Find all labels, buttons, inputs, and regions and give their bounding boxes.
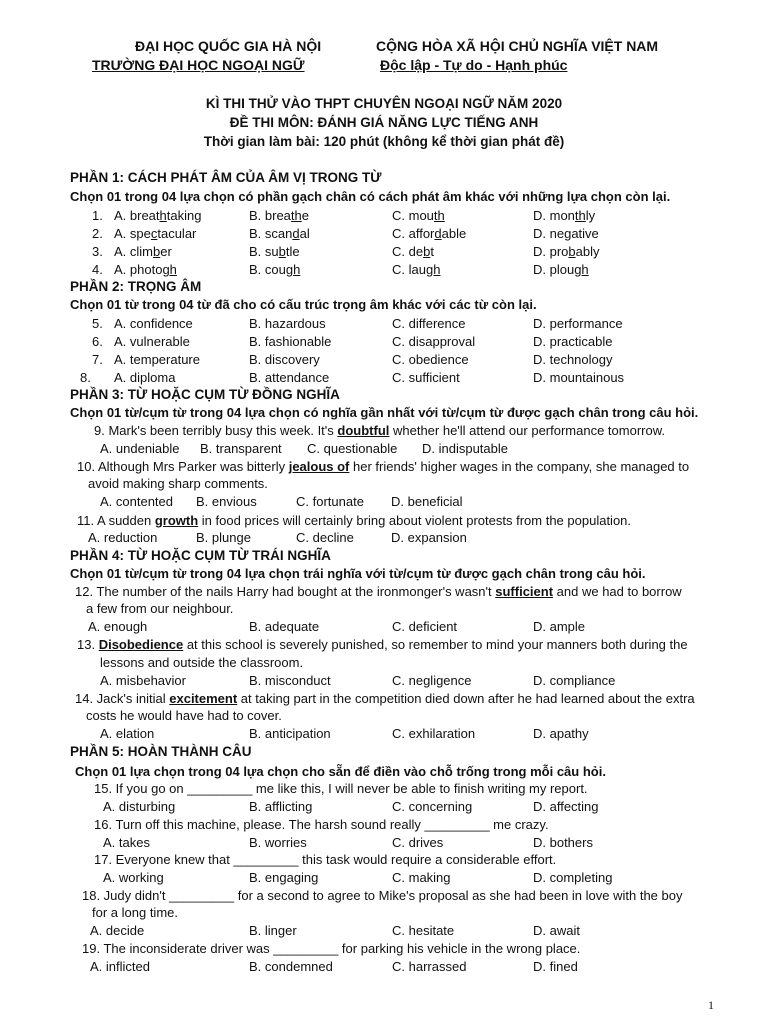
section-3-title: PHẦN 3: TỪ HOẶC CỤM TỪ ĐỒNG NGHĨA xyxy=(70,387,340,402)
option-b[interactable]: B. attendance xyxy=(249,370,330,385)
option-d[interactable]: D. mountainous xyxy=(533,370,625,385)
option-a[interactable]: A. spectacular xyxy=(114,226,197,241)
option-a[interactable]: A. decide xyxy=(90,923,145,938)
option-c[interactable]: C. drives xyxy=(392,835,444,850)
section-2-title: PHẦN 2: TRỌNG ÂM xyxy=(70,279,202,294)
section-1-title: PHẦN 1: CÁCH PHÁT ÂM CỦA ÂM VỊ TRONG TỪ xyxy=(70,170,382,185)
question-number: 1. xyxy=(92,208,103,223)
option-c[interactable]: C. decline xyxy=(296,530,354,545)
option-a[interactable]: A. disturbing xyxy=(103,799,176,814)
question-11-stem: 11. A sudden growth in food prices will certainly bring about violent protests from the population. xyxy=(77,513,632,528)
option-a[interactable]: A. vulnerable xyxy=(114,334,190,349)
option-c[interactable]: C. disapproval xyxy=(392,334,476,349)
option-a[interactable]: A. climber xyxy=(114,244,172,259)
option-b[interactable]: B. anticipation xyxy=(249,726,331,741)
option-b[interactable]: B. breathe xyxy=(249,208,309,223)
question-17-stem: 17. Everyone knew that _________ this task would require a considerable effort. xyxy=(94,852,557,867)
section-5-instruction: Chọn 01 lựa chọn trong 04 lựa chọn cho sẵn để điền vào chỗ trống trong mỗi câu hỏi. xyxy=(75,764,606,779)
option-c[interactable]: C. negligence xyxy=(392,673,472,688)
option-d[interactable]: D. ample xyxy=(533,619,586,634)
question-14-stem: 14. Jack's initial excitement at taking part in the competition died down after he had learned about the extra xyxy=(75,691,695,706)
question-13-stem-cont: lessons and outside the classroom. xyxy=(100,655,304,670)
option-a[interactable]: A. photogh xyxy=(114,262,177,277)
exam-subject: ĐỀ THI MÔN: ĐÁNH GIÁ NĂNG LỰC TIẾNG ANH xyxy=(229,115,539,130)
option-a[interactable]: A. breathtaking xyxy=(114,208,202,223)
option-b[interactable]: B. linger xyxy=(249,923,297,938)
option-d[interactable]: D. completing xyxy=(533,870,613,885)
question-12-stem: 12. The number of the nails Harry had bought at the ironmonger's wasn't sufficient and we had to borrow xyxy=(75,584,682,599)
question-number: 5. xyxy=(92,316,103,331)
question-number: 7. xyxy=(92,352,103,367)
option-c[interactable]: C. exhilaration xyxy=(392,726,476,741)
option-c[interactable]: C. difference xyxy=(392,316,466,331)
question-number: 3. xyxy=(92,244,103,259)
option-b[interactable]: B. envious xyxy=(196,494,257,509)
option-c[interactable]: C. mouth xyxy=(392,208,445,223)
option-a[interactable]: A. reduction xyxy=(88,530,158,545)
option-d[interactable]: D. bothers xyxy=(533,835,593,850)
option-a[interactable]: A. misbehavior xyxy=(100,673,186,688)
faculty-name: TRƯỜNG ĐẠI HỌC NGOẠI NGỮ xyxy=(92,57,305,73)
question-18-stem-cont: for a long time. xyxy=(92,905,178,920)
question-16-stem: 16. Turn off this machine, please. The harsh sound really _________ me crazy. xyxy=(94,817,549,832)
option-b[interactable]: B. worries xyxy=(249,835,307,850)
option-d[interactable]: D. performance xyxy=(533,316,623,331)
option-c[interactable]: C. debt xyxy=(392,244,434,259)
section-4-title: PHẦN 4: TỪ HOẶC CỤM TỪ TRÁI NGHĨA xyxy=(70,548,331,563)
option-d[interactable]: D. indisputable xyxy=(422,441,508,456)
option-b[interactable]: B. condemned xyxy=(249,959,333,974)
option-d[interactable]: D. plough xyxy=(533,262,589,277)
option-d[interactable]: D. await xyxy=(533,923,580,938)
option-d[interactable]: D. beneficial xyxy=(391,494,463,509)
option-c[interactable]: C. deficient xyxy=(392,619,458,634)
option-a[interactable]: A. elation xyxy=(100,726,155,741)
option-d[interactable]: D. compliance xyxy=(533,673,616,688)
option-d[interactable]: D. probably xyxy=(533,244,600,259)
option-c[interactable]: C. concerning xyxy=(392,799,473,814)
option-a[interactable]: A. temperature xyxy=(114,352,200,367)
question-9-stem: 9. Mark's been terribly busy this week. It's doubtful whether he'll attend our performance tomorrow. xyxy=(94,423,665,438)
question-number: 2. xyxy=(92,226,103,241)
option-b[interactable]: B. misconduct xyxy=(249,673,331,688)
question-10-stem-cont: avoid making sharp comments. xyxy=(88,476,268,491)
option-c[interactable]: C. hesitate xyxy=(392,923,455,938)
option-d[interactable]: D. expansion xyxy=(391,530,467,545)
option-c[interactable]: C. affordable xyxy=(392,226,467,241)
option-a[interactable]: A. takes xyxy=(103,835,150,850)
option-b[interactable]: B. afflicting xyxy=(249,799,313,814)
option-b[interactable]: B. adequate xyxy=(249,619,320,634)
option-c[interactable]: C. obedience xyxy=(392,352,469,367)
university-name: ĐẠI HỌC QUỐC GIA HÀ NỘI xyxy=(135,38,322,54)
section-2-instruction: Chọn 01 từ trong 04 từ đã cho có cấu trúc trọng âm khác với các từ còn lại. xyxy=(70,297,537,312)
exam-title: KÌ THI THỬ VÀO THPT CHUYÊN NGOẠI NGỮ NĂM 2020 xyxy=(205,96,563,111)
question-10-stem: 10. Although Mrs Parker was bitterly jealous of her friends' higher wages in the company, she managed to xyxy=(77,459,690,474)
option-b[interactable]: B. plunge xyxy=(196,530,251,545)
option-a[interactable]: A. diploma xyxy=(114,370,176,385)
option-c[interactable]: C. sufficient xyxy=(392,370,460,385)
option-a[interactable]: A. undeniable xyxy=(100,441,180,456)
option-d[interactable]: D. practicable xyxy=(533,334,613,349)
option-a[interactable]: A. working xyxy=(103,870,164,885)
section-5-title: PHẦN 5: HOÀN THÀNH CÂU xyxy=(70,744,252,759)
question-13-stem: 13. Disobedience at this school is severely punished, so remember to mind your manners both during the xyxy=(77,637,688,652)
question-number: 4. xyxy=(92,262,103,277)
option-a[interactable]: A. inflicted xyxy=(90,959,150,974)
question-12-stem-cont: a few from our neighbour. xyxy=(86,601,234,616)
section-4-instruction: Chọn 01 từ/cụm từ trong 04 lựa chọn trái nghĩa với từ/cụm từ được gạch chân trong câu hỏi. xyxy=(70,566,646,581)
option-b[interactable]: B. scandal xyxy=(249,226,310,241)
question-number: 8. xyxy=(80,370,91,385)
option-a[interactable]: A. confidence xyxy=(114,316,193,331)
question-number: 6. xyxy=(92,334,103,349)
option-b[interactable]: B. cough xyxy=(249,262,301,277)
option-b[interactable]: B. fashionable xyxy=(249,334,332,349)
option-c[interactable]: C. fortunate xyxy=(296,494,364,509)
option-b[interactable]: B. transparent xyxy=(200,441,282,456)
option-b[interactable]: B. discovery xyxy=(249,352,320,367)
option-c[interactable]: C. making xyxy=(392,870,451,885)
option-b[interactable]: B. engaging xyxy=(249,870,319,885)
question-19-stem: 19. The inconsiderate driver was _________ for parking his vehicle in the wrong place. xyxy=(82,941,581,956)
option-a[interactable]: A. contented xyxy=(100,494,173,509)
option-b[interactable]: B. subtle xyxy=(249,244,300,259)
option-a[interactable]: A. enough xyxy=(88,619,148,634)
option-d[interactable]: D. technology xyxy=(533,352,613,367)
country-name: CỘNG HÒA XÃ HỘI CHỦ NGHĨA VIỆT NAM xyxy=(376,38,659,54)
question-18-stem: 18. Judy didn't _________ for a second to agree to Mike's proposal as she had been in love with the boy xyxy=(82,888,683,903)
exam-time: Thời gian làm bài: 120 phút (không kể thời gian phát đề) xyxy=(203,134,565,149)
question-15-stem: 15. If you go on _________ me like this, I will never be able to finish writing my report. xyxy=(94,781,588,796)
page-number: 1 xyxy=(708,998,714,1012)
section-3-instruction: Chọn 01 từ/cụm từ trong 04 lựa chọn có nghĩa gần nhất với từ/cụm từ được gạch chân trong câu hỏi. xyxy=(70,405,699,420)
option-b[interactable]: B. hazardous xyxy=(249,316,326,331)
option-d[interactable]: D. affecting xyxy=(533,799,599,814)
option-d[interactable]: D. apathy xyxy=(533,726,589,741)
option-c[interactable]: C. questionable xyxy=(307,441,398,456)
option-c[interactable]: C. harrassed xyxy=(392,959,467,974)
option-d[interactable]: D. negative xyxy=(533,226,599,241)
option-d[interactable]: D. fined xyxy=(533,959,578,974)
motto: Độc lập - Tự do - Hạnh phúc xyxy=(380,57,568,73)
option-d[interactable]: D. monthly xyxy=(533,208,596,223)
option-c[interactable]: C. laugh xyxy=(392,262,441,277)
question-14-stem-cont: costs he would have had to cover. xyxy=(86,708,282,723)
section-1-instruction: Chọn 01 trong 04 lựa chọn có phần gạch chân có cách phát âm khác với những lựa chọn còn lại. xyxy=(70,189,671,204)
